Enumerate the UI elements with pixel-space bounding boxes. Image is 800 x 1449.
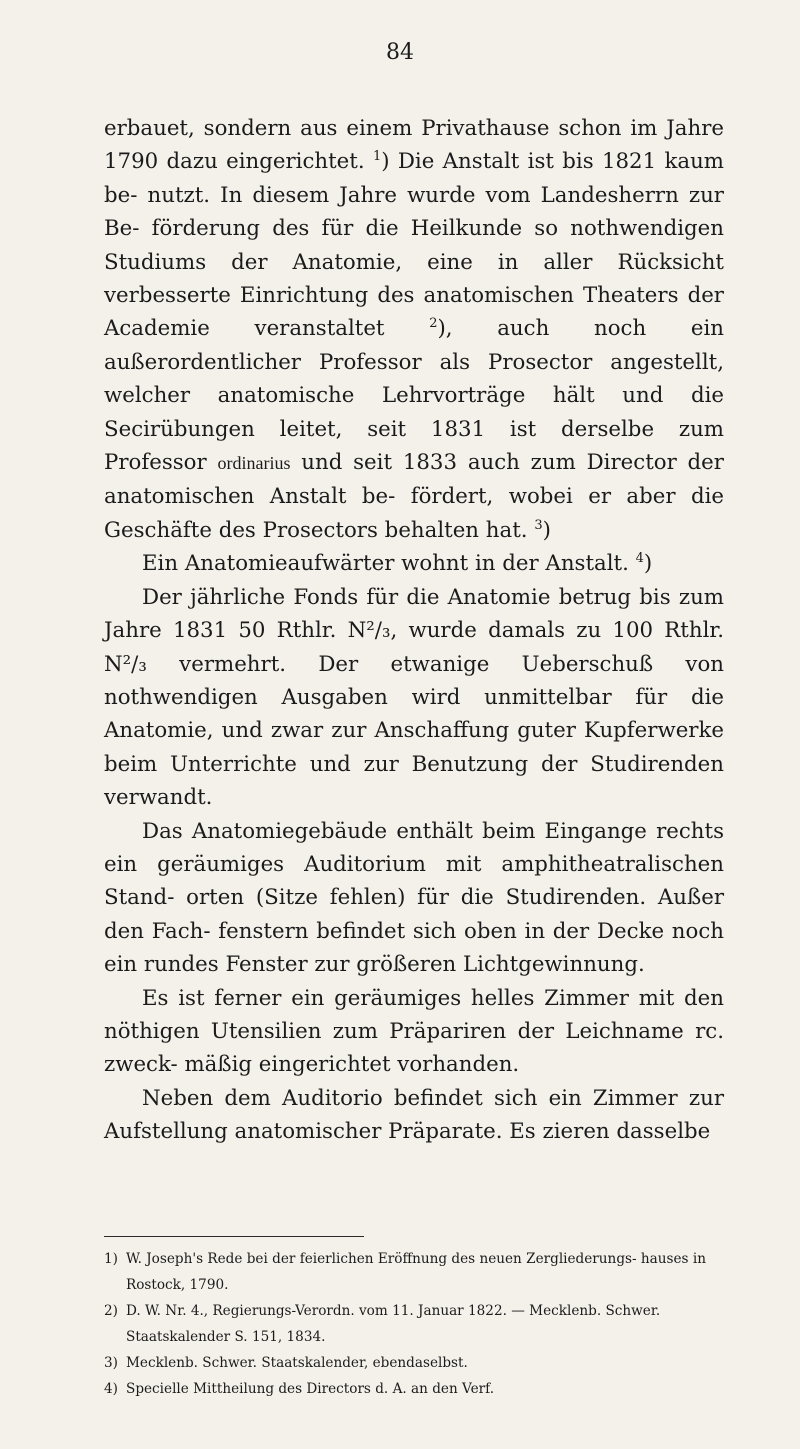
paragraph-1 — [104, 112, 724, 547]
footnote-number: 2) — [104, 1303, 118, 1319]
text-run: Ein Anatomieaufwärter wohnt in der Anstalt. — [142, 551, 629, 577]
text-run: ) — [542, 517, 551, 543]
footnote-3 — [104, 1350, 724, 1376]
page-number: 84 — [386, 40, 414, 65]
text-run: ) — [643, 551, 653, 577]
paragraph-3: Der jährliche Fonds für die Anatomie betrug bis zum Jahre 1831 50 Rthlr. N²/₃, wurde damals zu 100 Rthlr. N²/₃ vermehrt. Der etwanige Ueberschuß von nothwendigen Ausgaben wird unmittelbar für die Anatomie, und zwar zur Anschaffung guter Kupferwerke beim Unterrichte und zur Benutzung der Studirenden verwandt. — [104, 584, 724, 811]
latin-term: ordinarius — [217, 453, 291, 474]
footnote-ref-4: 4 — [635, 551, 644, 567]
body-text — [104, 112, 724, 1149]
footnote-ref-2: 2 — [429, 316, 438, 332]
footnote-text: D. W. Nr. 4., Regierungs-Verordn. vom 11. Januar 1822. — Mecklenb. Schwer. Staatskalender S. 151, 1834. — [126, 1303, 661, 1345]
footnote-2 — [104, 1298, 724, 1350]
footnote-number: 3) — [104, 1355, 118, 1371]
footnote-ref-3: 3 — [534, 517, 543, 533]
footnote-text: Specielle Mittheilung des Directors d. A. an den Verf. — [126, 1381, 495, 1397]
footnote-1 — [104, 1246, 724, 1298]
paragraph-5: Es ist ferner ein geräumiges helles Zimmer mit den nöthigen Utensilien zum Präpariren der Leichname rc. zweck- mäßig eingerichtet vorhanden. — [104, 985, 724, 1078]
footnote-4 — [104, 1376, 724, 1402]
footnote-ref-1: 1 — [372, 149, 382, 165]
text-run: ) Die Anstalt ist bis 1821 kaum be- nutzt. In diesem Jahre wurde vom Landesherrn zur Be- förderung des für die Heilkunde so nothwendigen Studiums der Anatomie, eine in aller Rücksicht verbesserte Einrichtung des anatomischen Theaters der Academie veranstaltet — [104, 149, 724, 342]
footnote-divider — [104, 1236, 364, 1237]
footnote-number: 1) — [104, 1251, 118, 1267]
footnote-text: W. Joseph's Rede bei der feierlichen Eröffnung des neuen Zergliederungs- hauses in Rostock, 1790. — [126, 1251, 706, 1293]
footnotes — [104, 1246, 724, 1402]
text-run: erbauet, sondern aus einem Privathause schon im Jahre 1790 dazu eingerichtet. — [104, 116, 724, 175]
paragraph-2 — [104, 547, 724, 580]
paragraph-4: Das Anatomiegebäude enthält beim Eingange rechts ein geräumiges Auditorium mit amphitheatralischen Stand- orten (Sitze fehlen) für die Studirenden. Außer den Fach- fenstern befindet sich oben in der Decke noch ein rundes Fenster zur größeren Lichtgewinnung. — [104, 818, 724, 978]
paragraph-6: Neben dem Auditorio befindet sich ein Zimmer zur Aufstellung anatomischer Präparate. Es zieren dasselbe — [104, 1085, 724, 1145]
footnote-text: Mecklenb. Schwer. Staatskalender, ebendaselbst. — [126, 1355, 468, 1371]
text-run: und seit 1833 auch zum Director der anatomischen Anstalt be- fördert, wobei er aber die Geschäfte des Prosectors behalten hat. — [104, 450, 724, 543]
text-run: ), auch noch ein außerordentlicher Professor als Prosector angestellt, welcher anatomische Lehrvorträge hält und die Secirübungen leitet, seit 1831 ist derselbe zum Professor — [104, 316, 724, 476]
footnote-number: 4) — [104, 1381, 118, 1397]
